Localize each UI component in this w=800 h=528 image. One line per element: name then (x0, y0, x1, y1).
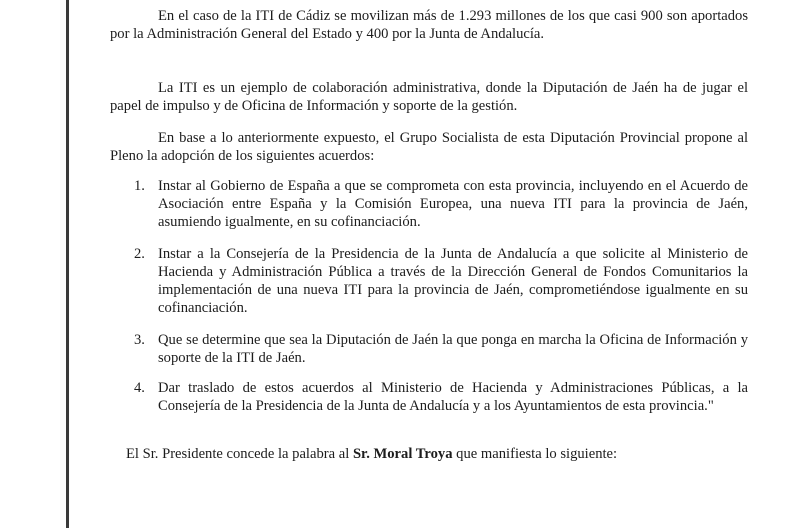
closing-text-after: que manifiesta lo siguiente: (452, 446, 618, 462)
closing-text-before: El Sr. Presidente concede la palabra al (126, 446, 353, 462)
scan-page-edge (66, 0, 69, 528)
agreement-text: Instar al Gobierno de España a que se comprometa con esta provincia, incluyendo en el Acuerdo de Asociación entre España y la Comisión Europea, una nueva ITI para la provincia de Jaén, asumiendo igualmente, en su cofinanciación. (158, 178, 748, 230)
speaker-name: Sr. Moral Troya (352, 446, 453, 462)
agreement-text: Que se determine que sea la Diputación de Jaén la que ponga en marcha la Oficina de Información y soporte de la ITI de Jaén. (158, 332, 748, 366)
document-page (110, 0, 750, 528)
paragraph-iti-colaboracion: La ITI es un ejemplo de colaboración administrativa, donde la Diputación de Jaén ha de jugar el papel de impulso y de Oficina de Información y soporte de la gestión. (110, 80, 748, 114)
agreement-number: 3. (134, 332, 145, 348)
agreement-text: Instar a la Consejería de la Presidencia de la Junta de Andalucía a que solicite al Ministerio de Hacienda y Administración Pública a través de la Dirección General de Fondos Comunitarios la implementación de una nueva ITI para la provincia de Jaén, comprometiéndose igualmente en su cofinanciación. (158, 246, 748, 316)
paragraph-propuesta: En base a lo anteriormente expuesto, el Grupo Socialista de esta Diputación Provincial propone al Pleno la adopción de los siguientes acuerdos: (110, 130, 748, 164)
agreement-text: Dar traslado de estos acuerdos al Ministerio de Hacienda y Administraciones Públicas, a la Consejería de la Presidencia de la Junta de Andalucía y a los Ayuntamientos de esta provincia." (158, 380, 748, 414)
agreement-number: 2. (134, 246, 145, 262)
agreement-number: 4. (134, 380, 145, 396)
agreement-number: 1. (134, 178, 145, 194)
paragraph-iti-cadiz: En el caso de la ITI de Cádiz se movilizan más de 1.293 millones de los que casi 900 son aportados por la Administración General del Estado y 400 por la Junta de Andalucía. (110, 8, 748, 42)
paragraph-closing (126, 445, 748, 463)
